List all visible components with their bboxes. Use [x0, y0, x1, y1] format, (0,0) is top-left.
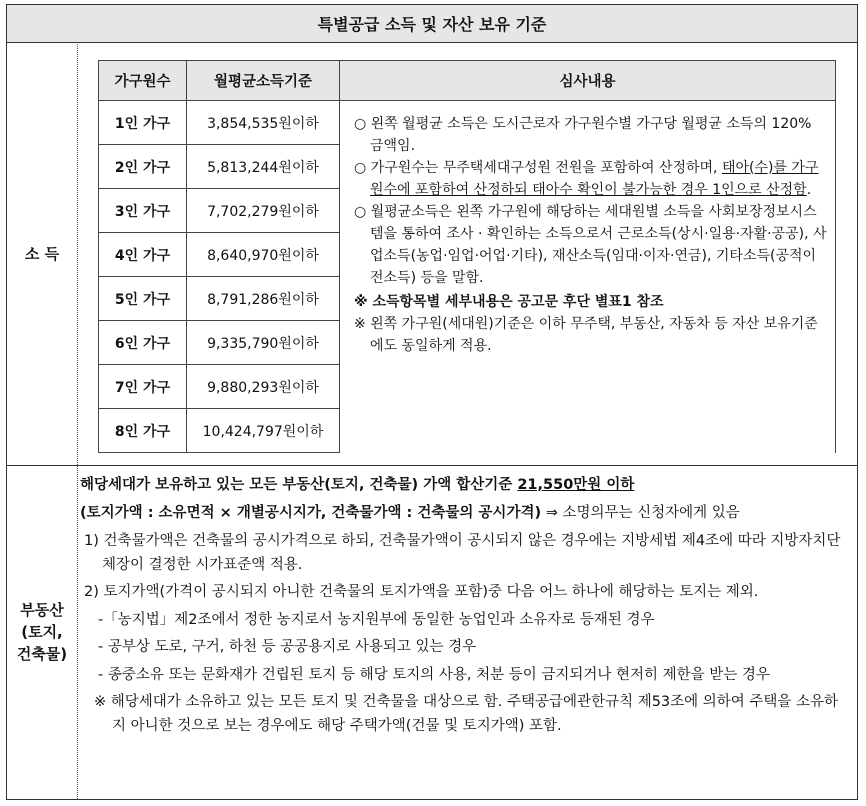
valuation-formula [80, 502, 846, 526]
review-item-3: ○ 월평균소득은 왼쪽 가구원에 해당하는 세대원별 소득을 사회보장정보시스템을 통하여 조사 · 확인하는 소득으로서 근로소득(상시·일용·자활·공공), 사업소득(농업·임업·어업·기타), 재산소득(임대·이자·연금), 기타소득(공적이전소득) 등을 말함. [354, 204, 827, 286]
income-limit: 8,791,286원이하 [187, 277, 340, 321]
valuation-formula-text: (토지가액 : 소유면적 × 개별공시지가, 건축물가액 : 건축물의 공시가격) [80, 504, 542, 521]
income-limit: 9,880,293원이하 [187, 365, 340, 409]
income-limit: 5,813,244원이하 [187, 145, 340, 189]
exclusion-item-1: -「농지법」제2조에서 정한 농지로서 농지원부에 동일한 농업인과 소유자로 등재된 경우 [98, 611, 655, 628]
household-size: 7인 가구 [99, 365, 187, 409]
household-size: 5인 가구 [99, 277, 187, 321]
review-item-2 [354, 157, 827, 201]
table-title: 특별공급 소득 및 자산 보유 기준 [7, 5, 857, 43]
real-estate-summary-text: 해당세대가 보유하고 있는 모든 부동산(토지, 건축물) 가액 합산기준 [80, 477, 518, 493]
section-divider [7, 465, 857, 466]
real-estate-summary [80, 474, 846, 498]
income-limit: 7,702,279원이하 [187, 189, 340, 233]
income-table [98, 60, 836, 453]
header-review: 심사내용 [340, 61, 836, 101]
income-table-header [99, 61, 836, 101]
income-limit: 10,424,797원이하 [187, 409, 340, 453]
income-limit: 3,854,535원이하 [187, 101, 340, 145]
real-estate-label-line-2: (토지, [21, 623, 63, 641]
real-estate-note: ※ 해당세대가 소유하고 있는 모든 토지 및 건축물을 대상으로 함. 주택공급에관한규칙 제53조에 의하여 주택을 소유하지 아니한 것으로 보는 경우에도 해당 주택가액(건물 및 토지가액) 포함. [94, 694, 839, 734]
income-limit: 9,335,790원이하 [187, 321, 340, 365]
household-size: 1인 가구 [99, 101, 187, 145]
real-estate-threshold: 21,550만원 이하 [517, 477, 635, 493]
household-size: 6인 가구 [99, 321, 187, 365]
review-item-1: ○ 왼쪽 월평균 소득은 도시근로자 가구원수별 가구당 월평균 소득의 120% 금액임. [354, 116, 812, 154]
household-size: 2인 가구 [99, 145, 187, 189]
income-limit: 8,640,970원이하 [187, 233, 340, 277]
header-household: 가구원수 [99, 61, 187, 101]
exclusion-item-2: - 공부상 도로, 구거, 하천 등 공공용지로 사용되고 있는 경우 [98, 639, 477, 655]
header-income-limit: 월평균소득기준 [187, 61, 340, 101]
income-label: 소 득 [24, 244, 60, 263]
review-item-2-text: ○ 가구원수는 무주택세대구성원 전원을 포함하여 산정하며, [354, 160, 722, 176]
household-size: 8인 가구 [99, 409, 187, 453]
review-content [340, 101, 836, 453]
real-estate-label [7, 465, 77, 799]
real-estate-item-1: 1) 건축물가액은 건축물의 공시가격으로 하되, 건축물가액이 공시되지 않은 경우에는 지방세법 제4조에 따라 지방자치단체장이 결정한 시가표준액 적용. [84, 533, 841, 573]
household-size: 3인 가구 [99, 189, 187, 233]
real-estate-label-line-1: 부동산 [20, 601, 64, 619]
burden-of-proof: ⇒ 소명의무는 신청자에게 있음 [541, 504, 740, 521]
real-estate-item-2: 2) 토지가액(가격이 공시되지 아니한 건축물의 토지가액을 포함)중 다음 어느 하나에 해당하는 토지는 제외. [84, 584, 759, 600]
review-note-2: ※ 왼쪽 가구원(세대원)기준은 이하 무주택, 부동산, 자동차 등 자산 보유기준에도 동일하게 적용. [354, 316, 818, 354]
exclusion-item-3: - 종중소유 또는 문화재가 건립된 토지 등 해당 토지의 사용, 처분 등이 금지되거나 현저히 제한을 받는 경우 [98, 666, 770, 683]
review-item-2-end: . [806, 182, 812, 198]
review-note-1: ※ 소득항목별 세부내용은 공고문 후단 별표1 참조 [354, 294, 664, 310]
household-size: 4인 가구 [99, 233, 187, 277]
label-column-divider [77, 42, 78, 799]
real-estate-content [80, 474, 846, 738]
review-item-2-underlined: 태아(수)를 가구원수에 포함하여 산정하되 태아수 확인이 불가능한 경우 1인으로 산정함 [370, 160, 819, 198]
real-estate-label-line-3: 건축물) [16, 645, 68, 663]
table-row [99, 101, 836, 145]
